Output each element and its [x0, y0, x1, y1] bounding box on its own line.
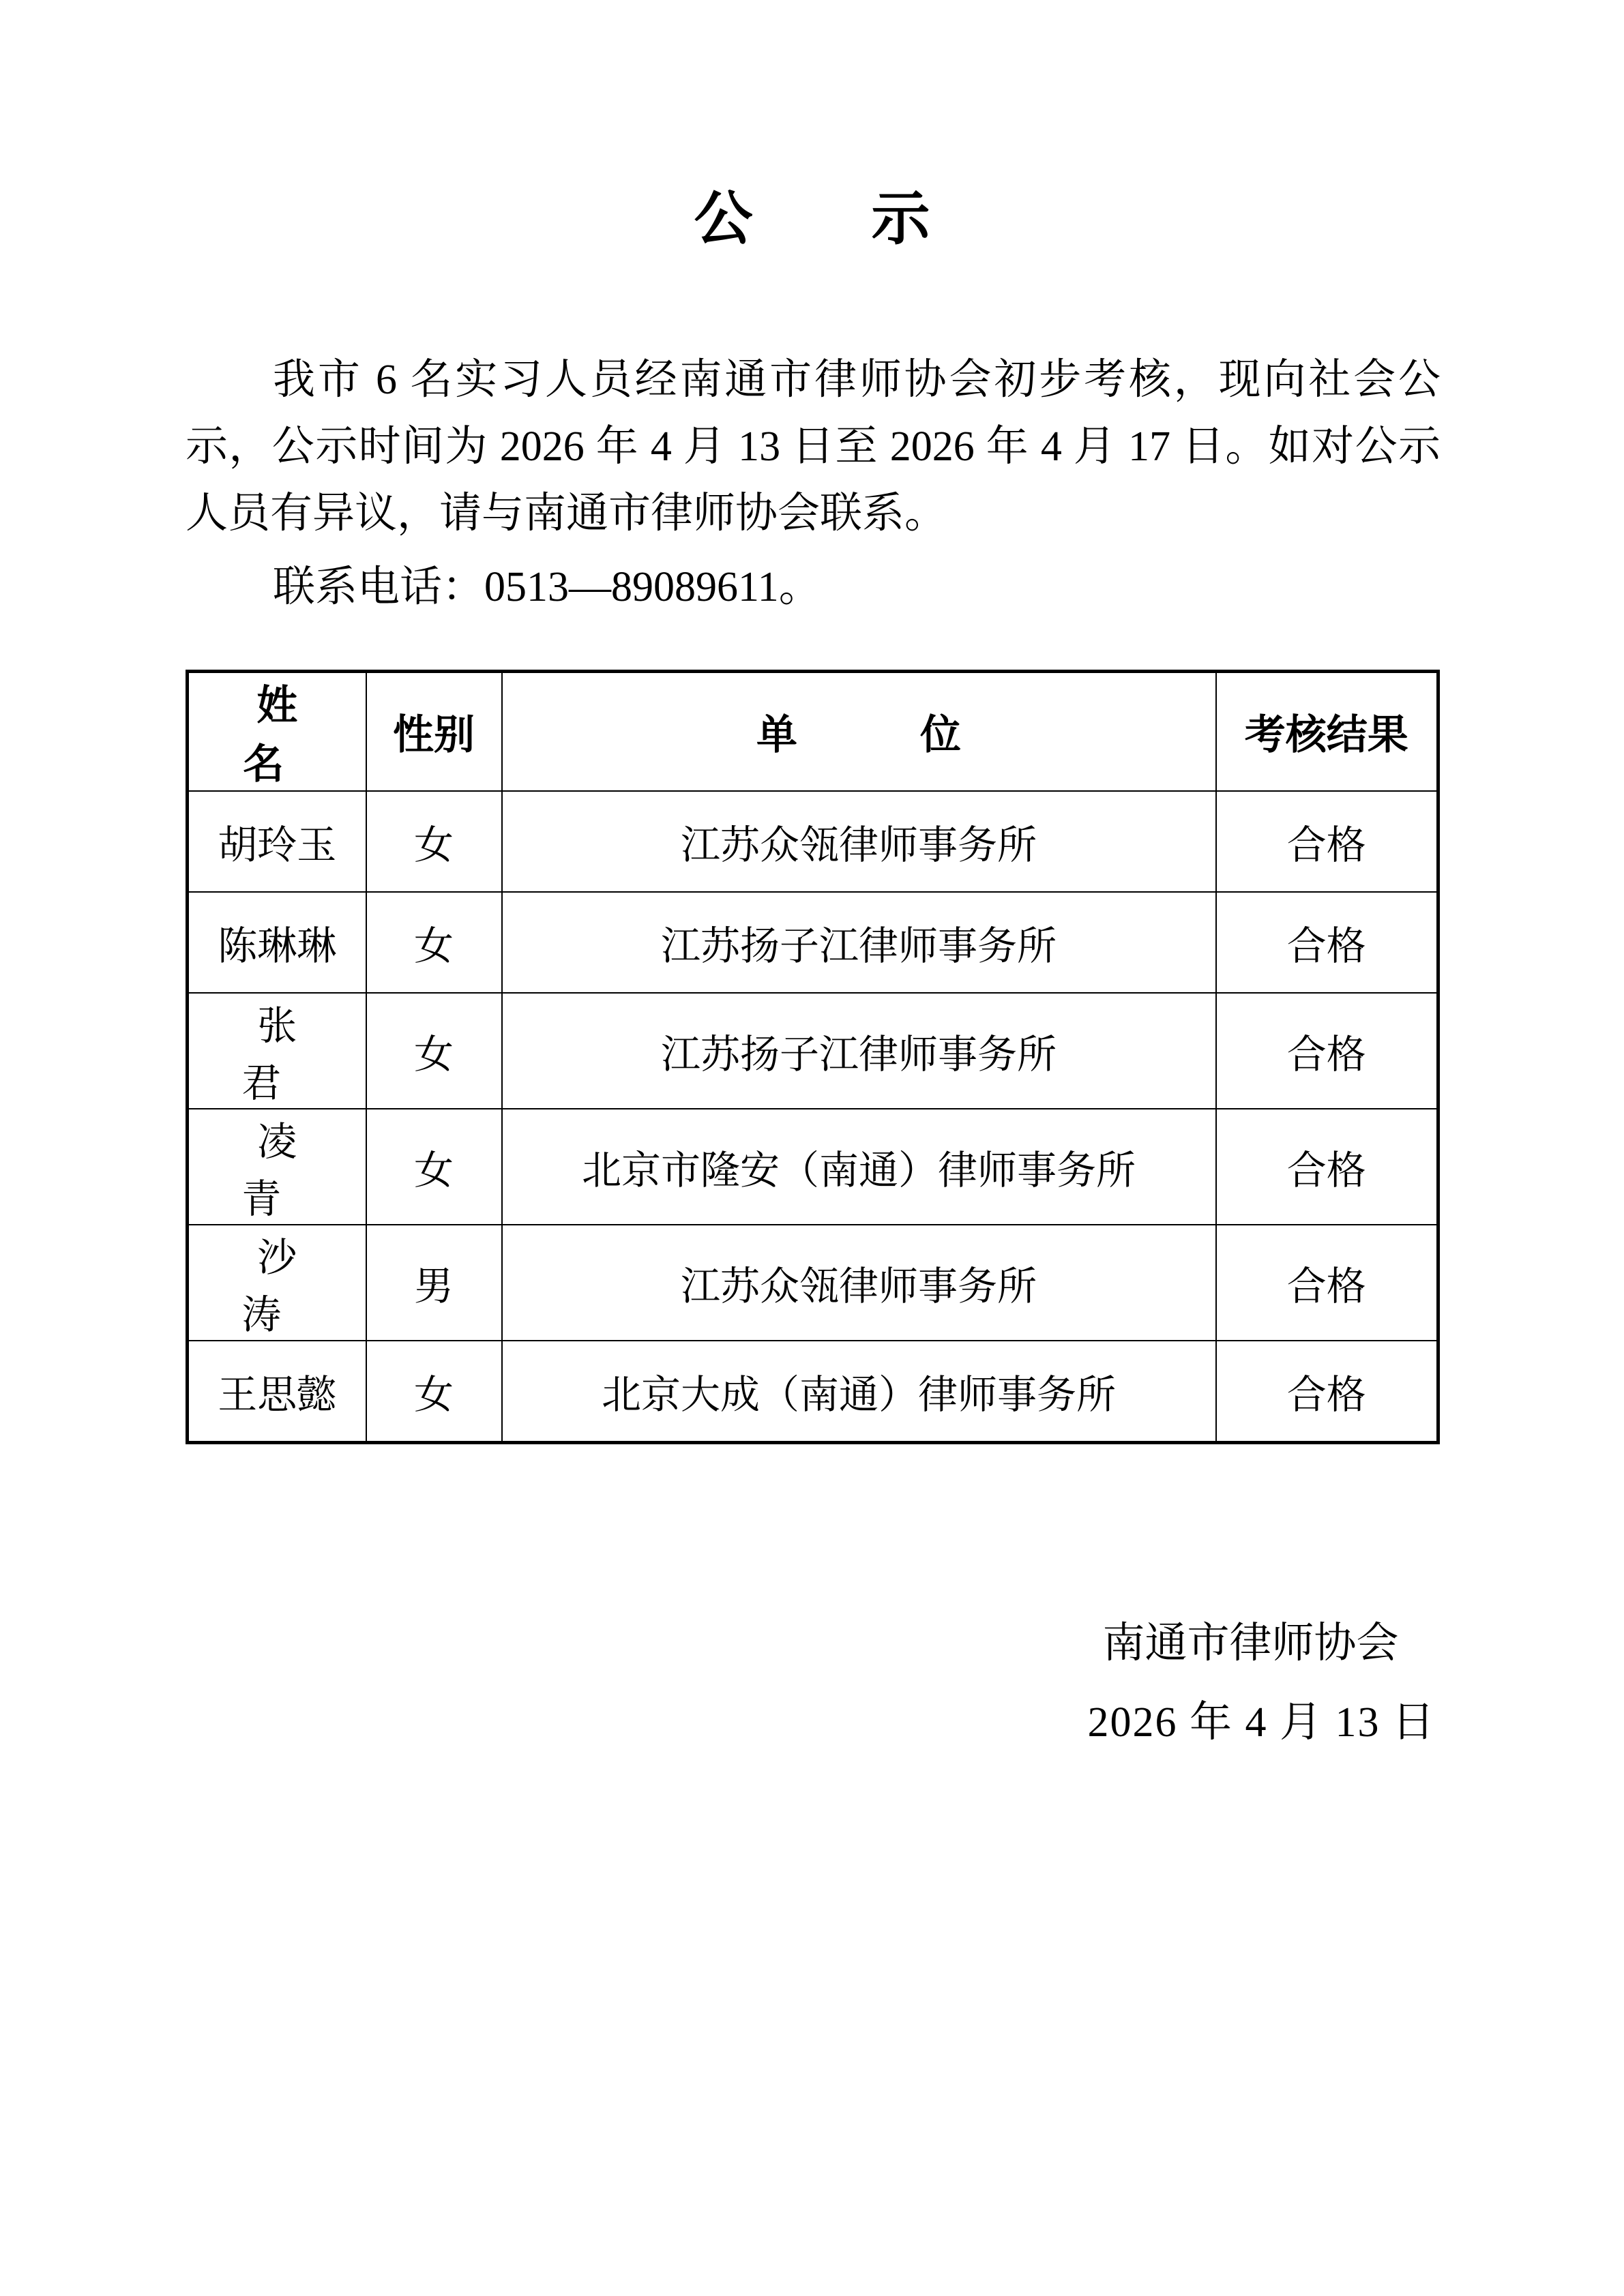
cell-name: 沙 涛 [188, 1225, 366, 1341]
cell-unit: 江苏众瓴律师事务所 [502, 1225, 1216, 1341]
table-row [188, 1109, 1438, 1225]
issuing-organization: 南通市律师协会 [1102, 1620, 1399, 1667]
cell-name: 张 君 [188, 993, 366, 1109]
column-header-result: 考核结果 [1216, 672, 1438, 792]
column-header-name: 姓 名 [188, 672, 366, 792]
table-row [188, 1225, 1438, 1341]
cell-gender: 女 [366, 1341, 502, 1443]
cell-gender: 男 [366, 1225, 502, 1341]
cell-unit: 江苏扬子江律师事务所 [502, 993, 1216, 1109]
table-header-row [188, 672, 1438, 792]
notice-paragraph-main: 我市 6 名实习人员经南通市律师协会初步考核，现向社会公示，公示时间为 2026 年 4 月 13 日至 2026 年 4 月 17 日。如对公示人员有异议，请与南通市律师协会联系。 [186, 357, 1441, 537]
cell-gender: 女 [366, 1109, 502, 1225]
cell-name: 胡玲玉 [188, 791, 366, 892]
issue-date: 2026 年 4 月 13 日 [1087, 1699, 1436, 1746]
cell-result: 合格 [1216, 892, 1438, 993]
cell-unit: 江苏扬子江律师事务所 [502, 892, 1216, 993]
table-row [188, 791, 1438, 892]
notice-paragraph-contact: 联系电话：0513—89089611。 [273, 564, 821, 610]
cell-unit: 江苏众瓴律师事务所 [502, 791, 1216, 892]
cell-result: 合格 [1216, 1341, 1438, 1443]
cell-name: 王思懿 [188, 1341, 366, 1443]
cell-gender: 女 [366, 993, 502, 1109]
cell-result: 合格 [1216, 791, 1438, 892]
column-header-unit: 单 位 [502, 672, 1216, 792]
cell-gender: 女 [366, 892, 502, 993]
cell-unit: 北京市隆安（南通）律师事务所 [502, 1109, 1216, 1225]
table-row [188, 993, 1438, 1109]
table-row [188, 1341, 1438, 1443]
cell-result: 合格 [1216, 1225, 1438, 1341]
cell-result: 合格 [1216, 1109, 1438, 1225]
signature-block [1087, 1604, 1436, 1762]
notice-body [186, 346, 1441, 621]
page-title: 公 示 [694, 185, 960, 253]
cell-unit: 北京大成（南通）律师事务所 [502, 1341, 1216, 1443]
table-row [188, 892, 1438, 993]
cell-gender: 女 [366, 791, 502, 892]
column-header-gender: 性别 [366, 672, 502, 792]
cell-result: 合格 [1216, 993, 1438, 1109]
assessment-results-table [186, 670, 1440, 1444]
cell-name: 凌 青 [188, 1109, 366, 1225]
cell-name: 陈琳琳 [188, 892, 366, 993]
